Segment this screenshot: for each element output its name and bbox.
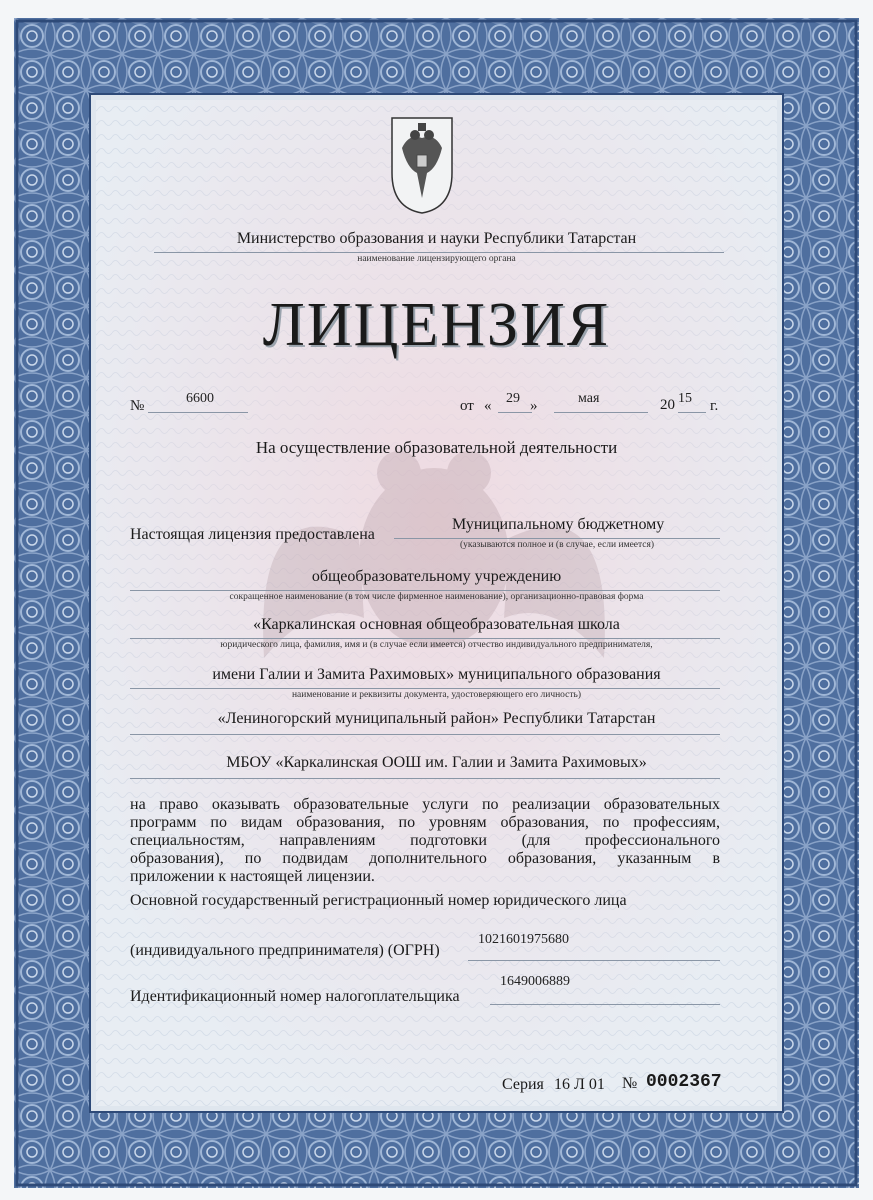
date-day: 29	[506, 391, 520, 406]
licensee-line-2: общеобразовательному учреждению	[311, 568, 562, 585]
underline	[130, 778, 720, 779]
underline	[498, 412, 532, 413]
inn-label: Идентификационный номер налогоплательщика	[130, 988, 460, 1005]
number-label: №	[130, 398, 145, 414]
inn-value: 1649006889	[500, 974, 570, 989]
licensee-caption-1: (указываются полное и (в случае, если имеется)	[459, 540, 655, 550]
underline	[468, 960, 720, 961]
licensee-line-5: «Лениногорский муниципальный район» Республики Татарстан	[217, 710, 656, 727]
underline	[130, 590, 720, 591]
date-year-suffix: 15	[678, 391, 692, 406]
series-number-label: №	[622, 1075, 638, 1092]
rights-line: на право оказывать образовательные услуги по реализации образовательных	[130, 796, 720, 813]
licensee-intro: Настоящая лицензия предоставлена	[130, 526, 375, 543]
licensing-authority-caption: наименование лицензирующего органа	[357, 254, 516, 264]
document-title: ЛИЦЕНЗИЯ	[262, 291, 611, 359]
rights-line: специальностям, направлениям подготовки (для профессионального	[130, 832, 720, 849]
coat-of-arms-icon	[392, 118, 452, 213]
blank-serial-number: 0002367	[646, 1072, 722, 1092]
licensee-line-4: имени Галии и Замита Рахимовых» муниципального образования	[212, 666, 661, 683]
ogrn-label-line-2: (индивидуального предпринимателя) (ОГРН)	[130, 942, 440, 959]
underline	[554, 412, 648, 413]
date-from-label: от	[460, 398, 474, 414]
licensee-line-1: Муниципальному бюджетному	[452, 516, 665, 533]
licensing-authority-name: Министерство образования и науки Республики Татарстан	[236, 230, 637, 247]
licensee-caption-3: юридического лица, фамилия, имя и (в случае если имеется) отчество индивидуального предпринимателя,	[220, 640, 653, 650]
rights-line: программ по видам образования, по уровням образования, по профессиям,	[130, 814, 720, 831]
rights-line: образования), по подвидам дополнительного образования, указанным в	[130, 850, 720, 867]
underline	[154, 252, 724, 253]
security-border	[14, 18, 859, 1188]
series-label: Серия	[502, 1076, 544, 1093]
ogrn-value: 1021601975680	[478, 932, 569, 947]
date-year-unit: г.	[710, 398, 719, 414]
date-month: мая	[578, 391, 600, 406]
rights-line: приложении к настоящей лицензии.	[130, 868, 375, 885]
underline	[490, 1004, 720, 1005]
underline	[394, 538, 720, 539]
licensee-line-3: «Каркалинская основная общеобразовательная школа	[253, 616, 620, 633]
date-quote-open: «	[484, 398, 492, 414]
series-value: 16 Л 01	[554, 1076, 605, 1093]
underline	[148, 412, 248, 413]
underline	[130, 734, 720, 735]
license-purpose: На осуществление образовательной деятельности	[255, 438, 618, 457]
underline	[130, 638, 720, 639]
license-document	[14, 18, 859, 1188]
license-number: 6600	[186, 391, 214, 406]
ogrn-label-line-1: Основной государственный регистрационный номер юридического лица	[130, 892, 627, 909]
licensee-caption-4: наименование и реквизиты документа, удостоверяющего его личность)	[291, 690, 582, 700]
underline	[678, 412, 706, 413]
licensee-caption-2: сокращенное наименование (в том числе фирменное наименование), организационно-правовая форма	[229, 592, 644, 602]
date-year-prefix: 20	[660, 397, 675, 413]
underline	[130, 688, 720, 689]
licensee-short-name: МБОУ «Каркалинская ООШ им. Галии и Замита Рахимовых»	[226, 754, 647, 771]
date-quote-close: »	[530, 398, 538, 414]
